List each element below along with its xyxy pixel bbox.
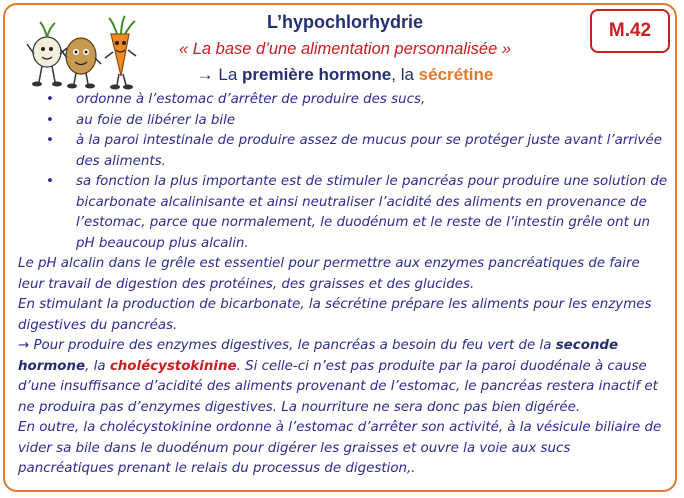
vegetable-mascots-illustration (25, 14, 140, 92)
list-item-text: au foie de libérer la bile (76, 112, 236, 128)
carrot-mascot-icon (105, 16, 136, 90)
paragraph-ph: Le pH alcalin dans le grêle est essentiel pour permettre aux enzymes pancréatiques de faire leur travail de digestion des protéines, des graisses et des glucides. (18, 256, 640, 292)
bullet-icon: • (46, 174, 54, 189)
bullet-icon: • (46, 92, 54, 107)
page-subtitle: « La base d’une alimentation personnalisée » (178, 40, 512, 58)
list-item-text: sa fonction la plus importante est de stimuler le pancréas pour produire une solution de bicarbonate alcalinisante et ainsi neutraliser l’acidité des aliments en provenance de l’estomac, parce que normalement, le duodénum et le reste de l’intestin grêle ont un pH beaucoup plus alcalin. (76, 174, 668, 251)
paragraph-text: . Si celle-ci n’est pas produite par la paroi duodénale à cause d’une insuffisance d’acidité des aliments provenant de l’estomac, le pancréas restera inactif et ne produira pas d’enzymes digestives. La nourriture ne sera donc pas bien digérée. (18, 358, 658, 415)
potato-mascot-icon (61, 38, 101, 89)
body-text (18, 90, 668, 480)
list-item (18, 111, 668, 132)
heading-prefix: La (213, 65, 242, 84)
paragraph-text: → Pour produire des enzymes digestives, le pancréas a besoin du feu vert de la (18, 338, 556, 353)
heading-strong: première hormone (242, 65, 392, 84)
paragraph-text: , la (85, 358, 110, 374)
bullet-list (18, 90, 668, 254)
list-item (18, 172, 668, 254)
list-item (18, 131, 668, 172)
paragraph-cholecystokinine: En outre, la cholécystokinine ordonne à l’estomac d’arrêter son activité, à la vésicule biliaire de vider sa bile dans le duodénum pour digérer les graisses et ouvre la voie aux sucs pancréatiques prenant le relais du processus de digestion,. (18, 420, 662, 476)
bullet-icon: • (46, 112, 54, 128)
list-item-text: ordonne à l’estomac d’arrêter de produire des sucs, (76, 92, 426, 107)
paragraph-second-hormone (18, 336, 668, 418)
heading-accent: sécrétine (418, 65, 494, 84)
cholecystokinine-label: cholécystokinine (109, 358, 237, 374)
heading-mid: , la (391, 65, 419, 84)
bullet-icon: • (46, 133, 54, 148)
section-heading (150, 65, 540, 85)
second-hormone-label: seconde hormone (18, 338, 619, 374)
reference-badge: M.42 (590, 9, 670, 53)
arrow-icon: → (196, 65, 214, 84)
page-title: L’hypochlorhydrie (266, 12, 424, 32)
list-item (18, 90, 668, 111)
list-item-text: à la paroi intestinale de produire assez de mucus pour se protéger juste avant l’arrivée des aliments. (76, 133, 662, 169)
paragraph-bicarbonate: En stimulant la production de bicarbonate, la sécrétine prépare les aliments pour les enzymes digestives du pancréas. (18, 297, 652, 333)
onion-mascot-icon (27, 22, 67, 87)
